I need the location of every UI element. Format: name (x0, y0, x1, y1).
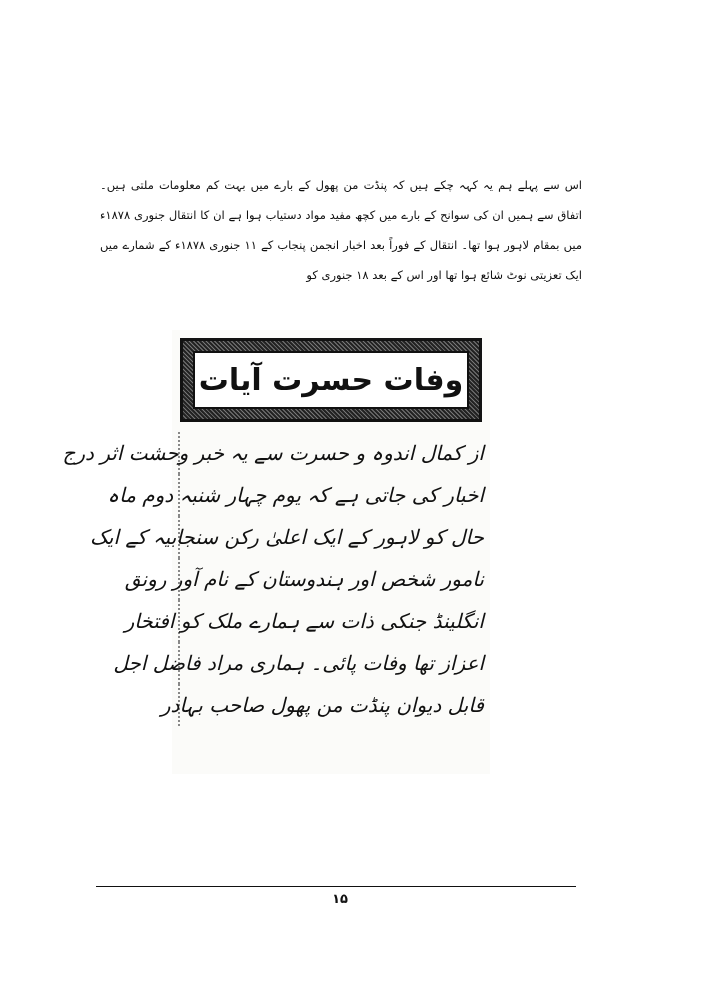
clipping-line: انگلینڈ جنکی ذات سے ہمارے ملک کو افتخار (178, 600, 484, 642)
clipping-text (62, 432, 484, 726)
clipping-line: حال کو لاہور کے ایک اعلیٰ رکن سنجابیہ کے ایک (178, 516, 484, 558)
clipping-line: اخبار کی جاتی ہے کہ یوم چہار شنبہ دوم ماہ (178, 474, 484, 516)
clipping-title: وفات حسرت آیات (193, 351, 469, 409)
clipping-line: قابل دیوان پنڈت من پھول صاحب بہادر (178, 684, 484, 726)
clipping-line: از کمال اندوہ و حسرت سے یہ خبر وحشت اثر درج (178, 432, 484, 474)
page-number: ۱۵ (332, 892, 348, 907)
newspaper-clipping (62, 330, 490, 774)
clipping-line: اعزاز تھا وفات پائی۔ ہماری مراد فاضل اجل (178, 642, 484, 684)
footer-divider (96, 886, 576, 887)
intro-paragraph: اس سے پہلے ہم یہ کہہ چکے ہیں کہ پنڈت من پھول کے بارے میں بہت کم معلومات ملتی ہیں۔ اتفاق سے ہمیں ان کی سوانح کے بارے میں کچھ مفید مواد دستیاب ہوا ہے ان کا انتقال جنوری ۱۸۷۸ء میں بمقام لاہور ہوا تھا۔ انتقال کے فوراً بعد اخبار انجمن پنجاب کے ۱۱ جنوری ۱۸۷۸ء کے شمارے میں ایک تعزیتی نوٹ شائع ہوا تھا اور اس کے بعد ۱۸ جنوری کو (100, 178, 582, 282)
clipping-title-frame (180, 338, 482, 422)
clipping-line: نامور شخص اور ہندوستان کے نام آور رونق (178, 558, 484, 600)
